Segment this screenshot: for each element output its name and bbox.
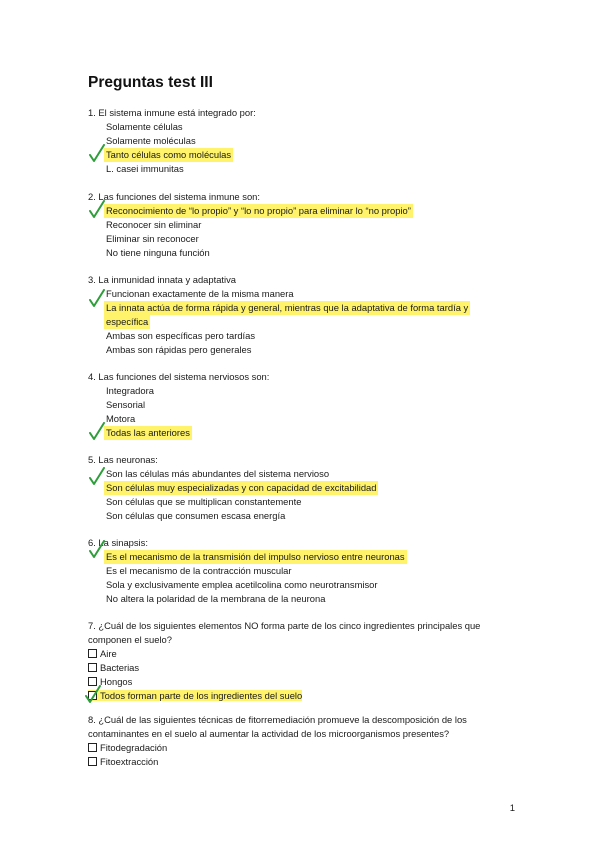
- option-correct: Reconocimiento de “lo propio” y “lo no propio” para eliminar lo “no propio”: [88, 204, 518, 218]
- question-text: 1. El sistema inmune está integrado por:: [88, 107, 256, 118]
- option-correct: Tanto células como moléculas: [88, 148, 518, 162]
- option: Sola y exclusivamente emplea acetilcolina como neurotransmisor: [106, 579, 378, 590]
- question-2: [88, 190, 518, 260]
- option: Sensorial: [106, 399, 146, 410]
- option: Solamente moléculas: [106, 135, 196, 146]
- option-correct: Es el mecanismo de la transmisión del impulso nervioso entre neuronas: [88, 550, 518, 564]
- checkbox-icon: [88, 757, 97, 766]
- option-correct: Todas las anteriores: [88, 426, 518, 440]
- option: Es el mecanismo de la contracción muscular: [106, 565, 292, 576]
- question-7: [88, 619, 518, 703]
- question-text: 2. Las funciones del sistema inmune son:: [88, 191, 260, 202]
- option: Motora: [106, 413, 136, 424]
- option-correct: Todos forman parte de los ingredientes del suelo: [88, 689, 518, 703]
- option: Bacterias: [88, 661, 518, 675]
- option: Son células que consumen escasa energía: [106, 510, 286, 521]
- checkbox-icon: [88, 743, 97, 752]
- checkbox-icon: [88, 691, 97, 700]
- option: L. casei immunitas: [106, 163, 184, 174]
- page-title: Preguntas test III: [88, 74, 213, 91]
- option: Aire: [88, 647, 518, 661]
- question-text-continued: componen el suelo?: [88, 634, 172, 645]
- option-correct: Son células muy especializadas y con capacidad de excitabilidad: [88, 481, 518, 495]
- option: Ambas son rápidas pero generales: [106, 344, 252, 355]
- option: Son las células más abundantes del sistema nervioso: [106, 468, 330, 479]
- option: Hongos: [88, 675, 518, 689]
- question-text: 5. Las neuronas:: [88, 454, 158, 465]
- question-3: [88, 273, 518, 357]
- question-text: 6. La sinapsis:: [88, 537, 148, 548]
- question-text: 4. Las funciones del sistema nerviosos son:: [88, 371, 270, 382]
- option: Son células que se multiplican constantemente: [106, 496, 302, 507]
- option: No altera la polaridad de la membrana de la neurona: [106, 593, 326, 604]
- page-number: 1: [509, 803, 515, 814]
- option-correct: La innata actúa de forma rápida y general, mientras que la adaptativa de forma tardía y: [88, 301, 518, 315]
- option: Reconocer sin eliminar: [106, 219, 202, 230]
- option: Integradora: [106, 385, 154, 396]
- option: Fitodegradación: [88, 741, 518, 755]
- option: Fitoextracción: [88, 755, 518, 769]
- question-text: 8. ¿Cuál de las siguientes técnicas de fitorremediación promueve la descomposición de los: [88, 714, 467, 725]
- question-6: [88, 536, 518, 606]
- checkbox-icon: [88, 649, 97, 658]
- option: Ambas son específicas pero tardías: [106, 330, 256, 341]
- question-text: 3. La inmunidad innata y adaptativa: [88, 274, 237, 285]
- question-4: [88, 370, 518, 440]
- question-8: [88, 713, 518, 769]
- option: No tiene ninguna función: [106, 247, 210, 258]
- question-text-continued: contaminantes en el suelo al aumentar la actividad de los microorganismos presentes?: [88, 728, 450, 739]
- option: Funcionan exactamente de la misma manera: [106, 288, 294, 299]
- checkbox-icon: [88, 663, 97, 672]
- option: Eliminar sin reconocer: [106, 233, 199, 244]
- question-5: [88, 453, 518, 523]
- question-text: 7. ¿Cuál de los siguientes elementos NO forma parte de los cinco ingredientes principales que: [88, 620, 481, 631]
- option: Solamente células: [106, 121, 183, 132]
- checkbox-icon: [88, 677, 97, 686]
- question-1: [88, 106, 518, 176]
- option-correct-continued: específica: [106, 316, 149, 327]
